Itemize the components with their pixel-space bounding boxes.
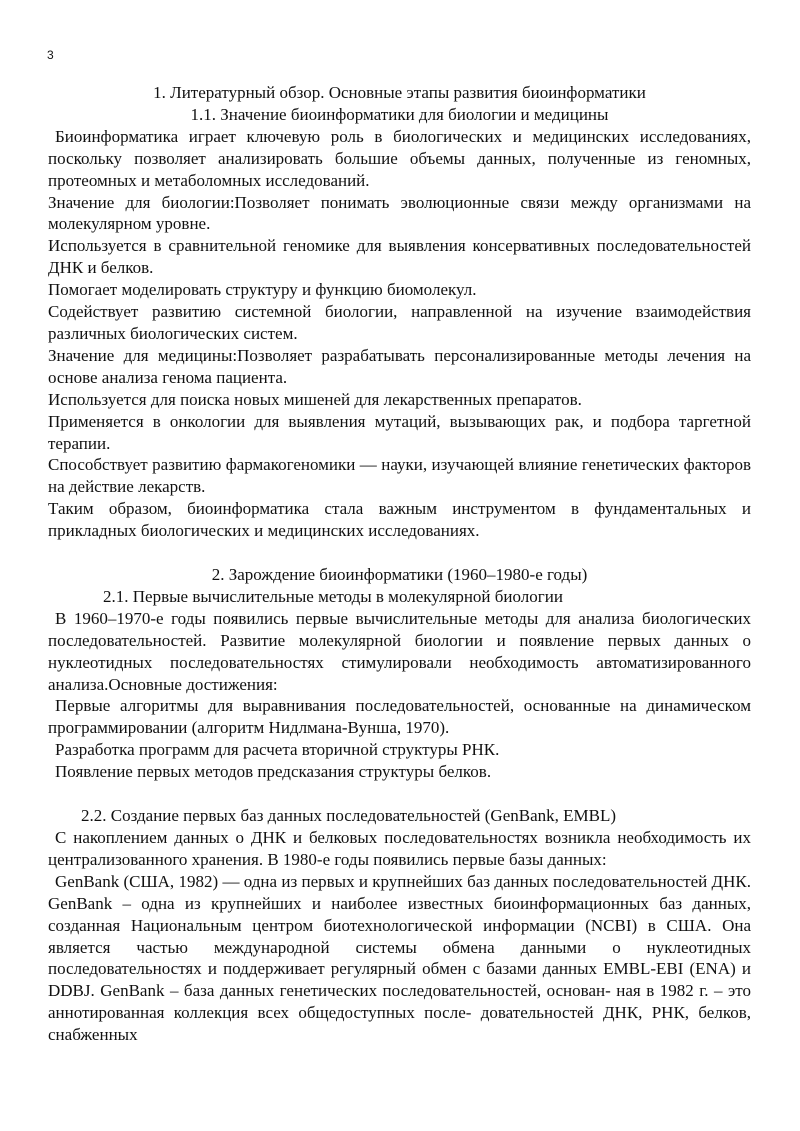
section-2-2-title: 2.2. Создание первых баз данных последовательностей (GenBank, EMBL) — [81, 806, 617, 826]
paragraph: Помогает моделировать структуру и функцию биомолекул. — [48, 280, 477, 300]
paragraph: Появление первых методов предсказания структуры белков. — [55, 762, 492, 782]
paragraph: GenBank (США, 1982) — одна из первых и крупнейших баз данных последовательностей ДНК. GenBank – одна из крупнейших и наиболее известных биоинформационных баз данных, созданная Национальным центром биотехнологической информации (NCBI) в США. Она является частью международной системы обмена данными о нуклеотидных последовательностях и поддерживает регулярный обмен с базами данных EMBL-EBI (ENA) и DDBJ. GenBank – база данных генетических последовательностей, основан- ная в 1982 г. – это аннотированная коллекция всех общедоступных после- довательностей ДНК, РНК, белков, снабженных — [48, 871, 751, 1045]
section-1-title: 1. Литературный обзор. Основные этапы развития биоинформатики — [153, 83, 646, 102]
paragraph: Биоинформатика играет ключевую роль в биологических и медицинских исследованиях, поскольку позволяет анализировать большие объемы данных, полученные из геномных, протеомных и метаболомных исследований. — [48, 126, 751, 190]
section-1-1-title: 1.1. Значение биоинформатики для биологии и медицины — [190, 104, 609, 124]
paragraph: Таким образом, биоинформатика стала важным инструментом в фундаментальных и прикладных биологических и медицинских исследованиях. — [48, 499, 751, 541]
section-2-1-title: 2.1. Первые вычислительные методы в молекулярной биологии — [103, 586, 563, 606]
paragraph: В 1960–1970-е годы появились первые вычислительные методы для анализа биологических последовательностей. Развитие молекулярной биологии и появление первых данных о нуклеотидных последовательностях стимулировали необходимость автоматизированного анализа.Основные достижения: — [48, 608, 751, 694]
section-spacer — [48, 783, 751, 805]
paragraph: Разработка программ для расчета вторичной структуры РНК. — [55, 740, 500, 760]
paragraph: Содействует развитию системной биологии, направленной на изучение взаимодействия различных биологических систем. — [48, 302, 751, 343]
section-2-title: 2. Зарождение биоинформатики (1960–1980-е годы) — [211, 565, 588, 585]
page-number: 3 — [47, 48, 54, 62]
paragraph: С накоплением данных о ДНК и белковых последовательностях возникла необходимость их централизованного хранения. В 1980-е годы появились первые базы данных: — [48, 828, 751, 869]
paragraph: Применяется в онкологии для выявления мутаций, вызывающих рак, и подбора таргетной терапии. — [48, 411, 751, 453]
paragraph: Первые алгоритмы для выравнивания последовательностей, основанные на динамическом программировании (алгоритм Нидлмана-Вунша, 1970). — [48, 696, 751, 738]
paragraph: Значение для биологии:Позволяет понимать эволюционные связи между организмами на молекулярном уровне. — [48, 192, 751, 234]
paragraph: Способствует развитию фармакогеномики — науки, изучающей влияние генетических факторов на действие лекарств. — [48, 455, 751, 497]
section-spacer — [48, 542, 751, 564]
paragraph: Используется для поиска новых мишеней для лекарственных препаратов. — [48, 389, 582, 409]
paragraph: Используется в сравнительной геномике для выявления консервативных последовательностей ДНК и белков. — [48, 236, 751, 278]
paragraph: Значение для медицины:Позволяет разрабатывать персонализированные методы лечения на основе анализа генома пациента. — [48, 345, 751, 387]
document-body — [48, 82, 751, 1046]
